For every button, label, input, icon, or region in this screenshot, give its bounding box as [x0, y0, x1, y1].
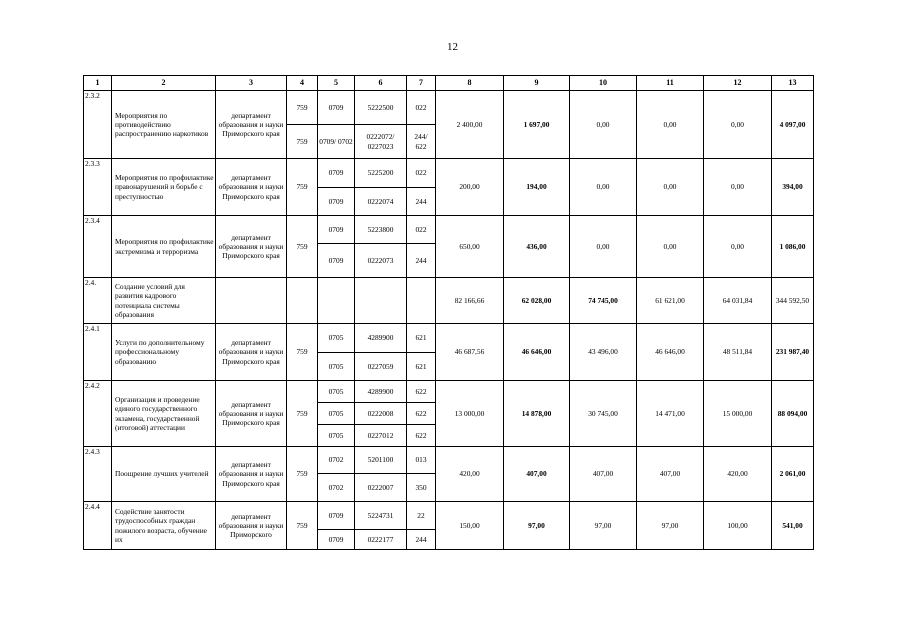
- value-cell: 407,00: [570, 447, 637, 502]
- row-grbs: 759: [287, 159, 318, 216]
- row-executor: [216, 278, 287, 324]
- total-cell: 88 094,00: [772, 381, 814, 447]
- value-cell: 436,00: [504, 216, 570, 278]
- total-cell: 1 086,00: [772, 216, 814, 278]
- row-section: 0702: [318, 474, 355, 502]
- row-section: 0709/ 0702: [318, 125, 355, 159]
- value-cell: 0,00: [704, 159, 772, 216]
- value-cell: 420,00: [704, 447, 772, 502]
- total-cell: 344 592,50: [772, 278, 814, 324]
- row-expense-type: 22: [407, 502, 436, 530]
- row-executor: департамент образования и науки Приморского края: [216, 216, 287, 278]
- value-cell: 62 028,00: [504, 278, 570, 324]
- row-target: 0222072/ 0227023: [355, 125, 407, 159]
- row-expense-type: 244: [407, 244, 436, 278]
- row-section: 0709: [318, 216, 355, 244]
- value-cell: 46 646,00: [637, 324, 704, 381]
- row-section: 0709: [318, 188, 355, 216]
- value-cell: 48 511,84: [704, 324, 772, 381]
- total-cell: 231 987,40: [772, 324, 814, 381]
- total-cell: 4 097,00: [772, 91, 814, 159]
- row-expense-type: 621: [407, 353, 436, 381]
- value-cell: 194,00: [504, 159, 570, 216]
- value-cell: 82 166,66: [436, 278, 504, 324]
- row-name: Мероприятия по профилактике экстремизма и терроризма: [112, 216, 216, 278]
- row-section: 0709: [318, 530, 355, 550]
- row-expense-type: 022: [407, 216, 436, 244]
- row-grbs: 759: [287, 125, 318, 159]
- row-id: 2.4.: [84, 278, 112, 324]
- value-cell: 46 687,56: [436, 324, 504, 381]
- value-cell: 0,00: [704, 216, 772, 278]
- row-name: Мероприятия по профилактике правонарушений и борьбе с преступностью: [112, 159, 216, 216]
- row-expense-type: 022: [407, 91, 436, 125]
- value-cell: 2 400,00: [436, 91, 504, 159]
- total-cell: 2 061,00: [772, 447, 814, 502]
- row-executor: департамент образования и науки Приморского края: [216, 447, 287, 502]
- budget-table: [83, 75, 814, 550]
- row-section: 0709: [318, 502, 355, 530]
- col-header: 5: [318, 76, 355, 91]
- row-name: Создание условий для развития кадрового потенциала системы образования: [112, 278, 216, 324]
- col-header: 6: [355, 76, 407, 91]
- table-row: [84, 324, 814, 353]
- value-cell: 97,00: [570, 502, 637, 550]
- page-number: 12: [447, 41, 458, 53]
- value-cell: 407,00: [504, 447, 570, 502]
- row-name: Поощрение лучших учителей: [112, 447, 216, 502]
- table-row: [84, 502, 814, 530]
- table-row: [84, 381, 814, 403]
- col-header: 1: [84, 76, 112, 91]
- value-cell: 43 496,00: [570, 324, 637, 381]
- value-cell: 420,00: [436, 447, 504, 502]
- row-grbs: 759: [287, 91, 318, 125]
- row-id: 2.4.2: [84, 381, 112, 447]
- row-section: 0705: [318, 381, 355, 403]
- row-expense-type: 622: [407, 381, 436, 403]
- row-id: 2.3.2: [84, 91, 112, 159]
- row-target: 0227059: [355, 353, 407, 381]
- row-expense-type: 622: [407, 403, 436, 425]
- row-target: 4289900: [355, 324, 407, 353]
- row-name: Организация и проведение единого государственного экзамена, государственной (итоговой) аттестации: [112, 381, 216, 447]
- value-cell: 14 471,00: [637, 381, 704, 447]
- row-executor: департамент образования и науки Приморского: [216, 502, 287, 550]
- row-target: 5224731: [355, 502, 407, 530]
- row-target: 0222074: [355, 188, 407, 216]
- row-id: 2.4.1: [84, 324, 112, 381]
- col-header: 12: [704, 76, 772, 91]
- row-id: 2.3.4: [84, 216, 112, 278]
- col-header: 8: [436, 76, 504, 91]
- row-target: 5225200: [355, 159, 407, 188]
- value-cell: 0,00: [637, 91, 704, 159]
- row-grbs: 759: [287, 324, 318, 381]
- row-grbs: [287, 278, 318, 324]
- col-header: 13: [772, 76, 814, 91]
- row-expense-type: 621: [407, 324, 436, 353]
- row-section: [318, 278, 355, 324]
- value-cell: 0,00: [570, 159, 637, 216]
- col-header: 11: [637, 76, 704, 91]
- value-cell: 0,00: [570, 91, 637, 159]
- value-cell: 0,00: [637, 159, 704, 216]
- row-name: Услуги по дополнительному профессиональному образованию: [112, 324, 216, 381]
- row-expense-type: 022: [407, 159, 436, 188]
- row-target: 5223800: [355, 216, 407, 244]
- row-section: 0702: [318, 447, 355, 474]
- row-expense-type: 622: [407, 425, 436, 447]
- row-executor: департамент образования и науки Приморского края: [216, 91, 287, 159]
- row-expense-type: 244/ 622: [407, 125, 436, 159]
- row-executor: департамент образования и науки Приморского края: [216, 324, 287, 381]
- row-grbs: 759: [287, 216, 318, 278]
- row-executor: департамент образования и науки Приморского края: [216, 159, 287, 216]
- row-target: 0222008: [355, 403, 407, 425]
- row-target: 4289900: [355, 381, 407, 403]
- row-target: 5222500: [355, 91, 407, 125]
- value-cell: 1 697,00: [504, 91, 570, 159]
- value-cell: 650,00: [436, 216, 504, 278]
- table-row: [84, 159, 814, 188]
- value-cell: 200,00: [436, 159, 504, 216]
- row-target: [355, 278, 407, 324]
- row-name: Мероприятия по противодействию распространению наркотиков: [112, 91, 216, 159]
- row-expense-type: 244: [407, 530, 436, 550]
- value-cell: 407,00: [637, 447, 704, 502]
- row-expense-type: 013: [407, 447, 436, 474]
- total-cell: 394,00: [772, 159, 814, 216]
- row-section: 0709: [318, 159, 355, 188]
- value-cell: 97,00: [637, 502, 704, 550]
- value-cell: 97,00: [504, 502, 570, 550]
- row-section: 0709: [318, 244, 355, 278]
- row-expense-type: 350: [407, 474, 436, 502]
- col-header: 10: [570, 76, 637, 91]
- row-target: 0222007: [355, 474, 407, 502]
- row-id: 2.4.3: [84, 447, 112, 502]
- col-header: 2: [112, 76, 216, 91]
- value-cell: 64 031,84: [704, 278, 772, 324]
- value-cell: 0,00: [637, 216, 704, 278]
- value-cell: 0,00: [704, 91, 772, 159]
- row-section: 0705: [318, 425, 355, 447]
- row-executor: департамент образования и науки Приморского края: [216, 381, 287, 447]
- row-target: 0222177: [355, 530, 407, 550]
- value-cell: 0,00: [570, 216, 637, 278]
- row-name: Содействие занятости трудоспособных граждан пожилого возраста, обучение их: [112, 502, 216, 550]
- value-cell: 61 621,00: [637, 278, 704, 324]
- col-header: 9: [504, 76, 570, 91]
- col-header: 7: [407, 76, 436, 91]
- col-header: 3: [216, 76, 287, 91]
- value-cell: 30 745,00: [570, 381, 637, 447]
- row-id: 2.4.4: [84, 502, 112, 550]
- header-row: [84, 76, 814, 91]
- row-section: 0709: [318, 91, 355, 125]
- table-row: [84, 278, 814, 324]
- row-grbs: 759: [287, 502, 318, 550]
- total-cell: 541,00: [772, 502, 814, 550]
- col-header: 4: [287, 76, 318, 91]
- row-target: 0227012: [355, 425, 407, 447]
- row-target: 0222073: [355, 244, 407, 278]
- table-row: [84, 216, 814, 244]
- row-expense-type: [407, 278, 436, 324]
- value-cell: 100,00: [704, 502, 772, 550]
- row-section: 0705: [318, 403, 355, 425]
- value-cell: 150,00: [436, 502, 504, 550]
- table-row: [84, 447, 814, 474]
- row-grbs: 759: [287, 447, 318, 502]
- row-expense-type: 244: [407, 188, 436, 216]
- value-cell: 13 000,00: [436, 381, 504, 447]
- row-target: 5201100: [355, 447, 407, 474]
- value-cell: 15 000,00: [704, 381, 772, 447]
- value-cell: 46 646,00: [504, 324, 570, 381]
- row-section: 0705: [318, 324, 355, 353]
- table-row: [84, 91, 814, 125]
- value-cell: 14 878,00: [504, 381, 570, 447]
- row-id: 2.3.3: [84, 159, 112, 216]
- row-section: 0705: [318, 353, 355, 381]
- value-cell: 74 745,00: [570, 278, 637, 324]
- row-grbs: 759: [287, 381, 318, 447]
